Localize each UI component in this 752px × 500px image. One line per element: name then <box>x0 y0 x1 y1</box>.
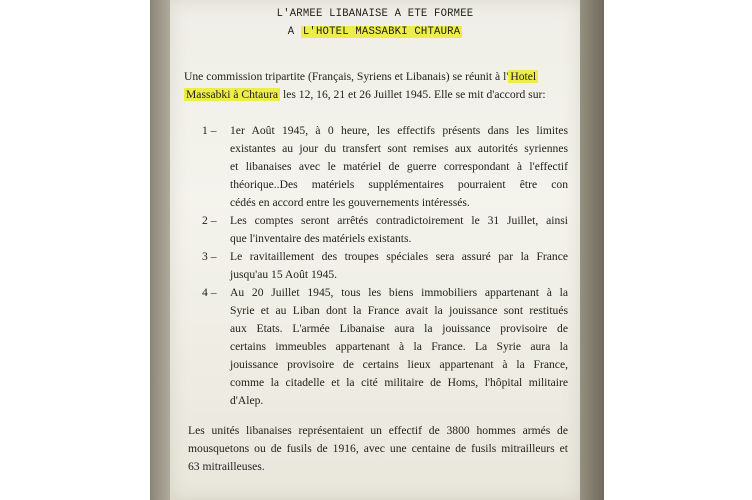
item-line: et libanaises avec le matériel de guerre correspondant à l'effectif <box>230 160 568 173</box>
document-title-line-1: L'ARMEE LIBANAISE A ETE FORMEE <box>276 8 474 20</box>
item-line: Les comptes seront arrêtés contradictoirement le 31 Juillet, ainsi <box>230 214 568 227</box>
item-line: d'Alep. <box>230 394 264 407</box>
item-line: que l'inventaire des matériels existants. <box>230 232 412 245</box>
intro-text: les 12, 16, 21 et 26 Juillet 1945. Elle se mit d'accord sur: <box>280 88 546 101</box>
item-line: Au 20 Juillet 1945, tous les biens immobiliers appartenant à la <box>230 286 568 299</box>
intro-text: Une commission tripartite (Français, Syriens et Libanais) se réunit à l' <box>184 70 509 83</box>
intro-highlight-hotel: Hotel <box>510 70 537 83</box>
document-title-line-2 <box>170 26 580 38</box>
background-wall-right <box>576 0 604 500</box>
item-line: cédés en accord entre les gouvernements intéressés. <box>230 196 470 209</box>
intro-highlight-place: Massabki à Chtaura <box>186 88 279 101</box>
title-prefix: A <box>287 26 301 38</box>
item-number: 1 – <box>202 124 217 137</box>
intro-line-2 <box>184 88 566 102</box>
closing-line: Les unités libanaises représentaient un effectif de 3800 hommes armés de <box>188 424 568 437</box>
item-line: 1er Août 1945, à 0 heure, les effectifs présents dans les limites <box>230 124 568 137</box>
closing-line: 63 mitrailleuses. <box>188 460 265 473</box>
title-highlight: L'HOTEL MASSABKI CHTAURA <box>302 26 461 38</box>
item-line: certains immeubles appartenant à la France. La Syrie aura la <box>230 340 568 353</box>
item-number: 3 – <box>202 250 217 263</box>
item-number: 4 – <box>202 286 217 299</box>
item-line: jusqu'au 15 Août 1945. <box>230 268 338 281</box>
closing-line: mousquetons ou de fusils de 1916, avec une centaine de fusils mitrailleurs et <box>188 442 568 455</box>
intro-line-1 <box>184 70 566 84</box>
document-content <box>170 0 580 500</box>
document-page <box>170 0 580 500</box>
item-line: aux Etats. L'armée Libanaise aura la jouissance provisoire de <box>230 322 568 335</box>
item-number: 2 – <box>202 214 217 227</box>
item-line: existantes au jour du transfert sont remises aux autorités syriennes <box>230 142 568 155</box>
item-line: Le ravitaillement des troupes spéciales sera assuré par la France <box>230 250 568 263</box>
item-line: Syrie et au Liban dont la France avait la jouissance sont restitués <box>230 304 568 317</box>
item-line: comme la citadelle et la cité militaire de Homs, l'hôpital militaire <box>230 376 568 389</box>
item-line: jouissance provisoire de certains lieux appartenant à la France, <box>230 358 568 371</box>
item-line: théorique..Des matériels supplémentaires pourraient être con <box>230 178 568 191</box>
